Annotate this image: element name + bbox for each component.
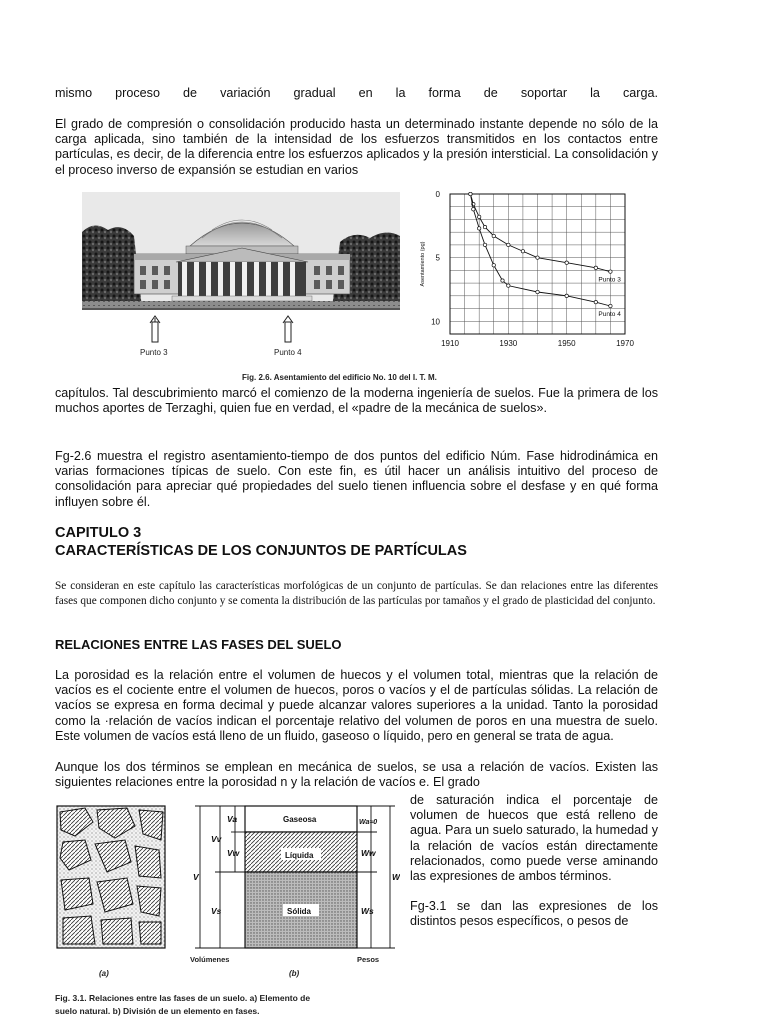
- phase-gas-label: Gaseosa: [283, 815, 317, 824]
- x-tick-label: 1950: [557, 339, 576, 348]
- data-point: [507, 243, 510, 246]
- label-ws: Ws: [361, 906, 374, 916]
- data-point: [477, 215, 480, 218]
- phase-liquid-label: Líquida: [285, 851, 314, 860]
- y-tick-label: 10: [431, 317, 440, 327]
- data-point: [483, 225, 486, 228]
- photo-label-punto-4: Punto 4: [274, 348, 302, 357]
- phase-diagram: [245, 806, 357, 948]
- soil-element-diagram: [57, 806, 165, 948]
- y-tick-label: 0: [435, 190, 440, 199]
- paragraph-continuation: mismo proceso de variación gradual en la forma de soportar la carga.: [55, 86, 658, 100]
- label-ww: Ww: [361, 848, 376, 858]
- settlement-chart-container: [410, 186, 640, 364]
- data-point: [565, 294, 568, 297]
- paragraph-saturation: de saturación indica el porcentaje de volumen de huecos que está relleno de agua. Para un suelo saturado, la humedad y la relación de vacíos están directamente relacionados, como puede verse aminando las expresiones de ambos términos.: [410, 793, 658, 884]
- figure-3-1-caption-line1: Fig. 3.1. Relaciones entre las fases de un suelo. a) Elemento de: [55, 993, 311, 1003]
- label-vv: Vv: [211, 834, 222, 844]
- series-line-4: [470, 194, 610, 306]
- data-point: [472, 208, 475, 211]
- x-tick-label: 1930: [499, 339, 518, 348]
- paragraph-fg31: Fg-3.1 se dan las expresiones de los distintos pesos específicos, o pesos de: [410, 899, 658, 929]
- label-vs: Vs: [211, 906, 222, 916]
- figure-2-6-caption: Fig. 2.6. Asentamiento del edificio No. 10 del I. T. M.: [242, 373, 437, 382]
- paragraph-porosity: La porosidad es la relación entre el volumen de huecos y el volumen total, mientras que la relación de vacíos es el cociente entre el volumen de huecos, poros o vacíos y el de partículas sólidas. La relación de vacíos se expresa en forma decimal y puede alcanzar valores superiores a la unidad. Tanto la porosidad como la ·relación de vacíos indican el porcentaje relativo del volumen de poros en una muestra de suelo. Este volumen de vacíos está lleno de un fluido, gaseoso o líquido, pero en general se trata de agua.: [55, 668, 658, 743]
- data-point: [483, 243, 486, 246]
- label-a: (a): [99, 969, 109, 978]
- paragraph-fg26: Fg-2.6 muestra el registro asentamiento-tiempo de dos puntos del edificio Núm. Fase hidrodinámica en varias formaciones típicas de suelo. Con este fin, es útil hacer un análisis intuitivo del proceso de consolidación para apreciar qué propiedades del suelo tienen influencia sobre el desfase y en qué forma influyen sobre él.: [55, 449, 658, 509]
- paragraph-void-ratio: Aunque los dos términos se emplean en mecánica de suelos, se usa a relación de vacíos. Existen las siguientes relaciones entre la porosidad n y la relación de vacíos e. El grado: [55, 760, 658, 790]
- chapter-title: CARACTERÍSTICAS DE LOS CONJUNTOS DE PARTÍCULAS: [55, 543, 467, 559]
- data-point: [594, 266, 597, 269]
- label-volumes: Volúmenes: [190, 955, 230, 964]
- data-point: [536, 290, 539, 293]
- x-tick-label: 1970: [616, 339, 634, 348]
- figure-3-1: [55, 800, 400, 990]
- data-point: [594, 300, 597, 303]
- series-label: Punto 3: [598, 276, 621, 284]
- data-point: [609, 270, 612, 273]
- label-vw: Vw: [227, 848, 240, 858]
- photo-label-punto-3: Punto 3: [140, 348, 168, 357]
- data-point: [492, 264, 495, 267]
- figure-3-1-caption-line2: suelo natural. b) División de un elemento en fases.: [55, 1006, 260, 1016]
- figure-2-6: [82, 192, 400, 378]
- data-point: [521, 250, 524, 253]
- data-point: [609, 304, 612, 307]
- data-point: [536, 256, 539, 259]
- label-w: W: [392, 872, 400, 882]
- data-point: [469, 192, 472, 195]
- label-wa: Wa≈0: [359, 819, 378, 826]
- series-label: Punto 4: [598, 311, 621, 318]
- data-point: [565, 261, 568, 264]
- label-va: Va: [227, 814, 238, 824]
- data-point: [507, 284, 510, 287]
- phase-solid-label: Sólida: [287, 907, 312, 916]
- data-point: [477, 227, 480, 230]
- paragraph-terzaghi: capítulos. Tal descubrimiento marcó el comienzo de la moderna ingeniería de suelos. Fue la primera de los muchos aportes de Terzaghi, quien fue en verdad, el «padre de la mecánica de suelos».: [55, 386, 658, 416]
- chapter-number: CAPITULO 3: [55, 525, 142, 541]
- y-axis-label: Asentamiento (pg): [420, 241, 426, 287]
- chapter-intro: Se consideran en este capítulo las características morfológicas de un conjunto de partículas. Se dan relaciones entre las diferentes fases que componen dicho conjunto y se comenta la distribución de las partículas por tamaños y el grado de plasticidad del conjunto.: [55, 580, 658, 607]
- label-v: V: [193, 872, 199, 882]
- x-tick-label: 1910: [441, 339, 459, 348]
- label-weights: Pesos: [357, 955, 380, 964]
- label-b: (b): [289, 969, 300, 978]
- data-point: [501, 279, 504, 282]
- section-heading: RELACIONES ENTRE LAS FASES DEL SUELO: [55, 637, 342, 652]
- settlement-chart: [410, 186, 640, 364]
- building-photo: [82, 192, 400, 378]
- paragraph-consolidation: El grado de compresión o consolidación producido hasta un determinado instante depende no sólo de la carga aplicada, sino también de la intensidad de los esfuerzos transmitidos en los contactos entre partículas, es decir, de la diferencia entre los esfuerzos aplicados y la presión intersticial. La consolidación y el proceso inverso de expansión se estudian en varios: [55, 117, 658, 177]
- data-point: [492, 234, 495, 237]
- y-tick-label: 5: [435, 253, 440, 263]
